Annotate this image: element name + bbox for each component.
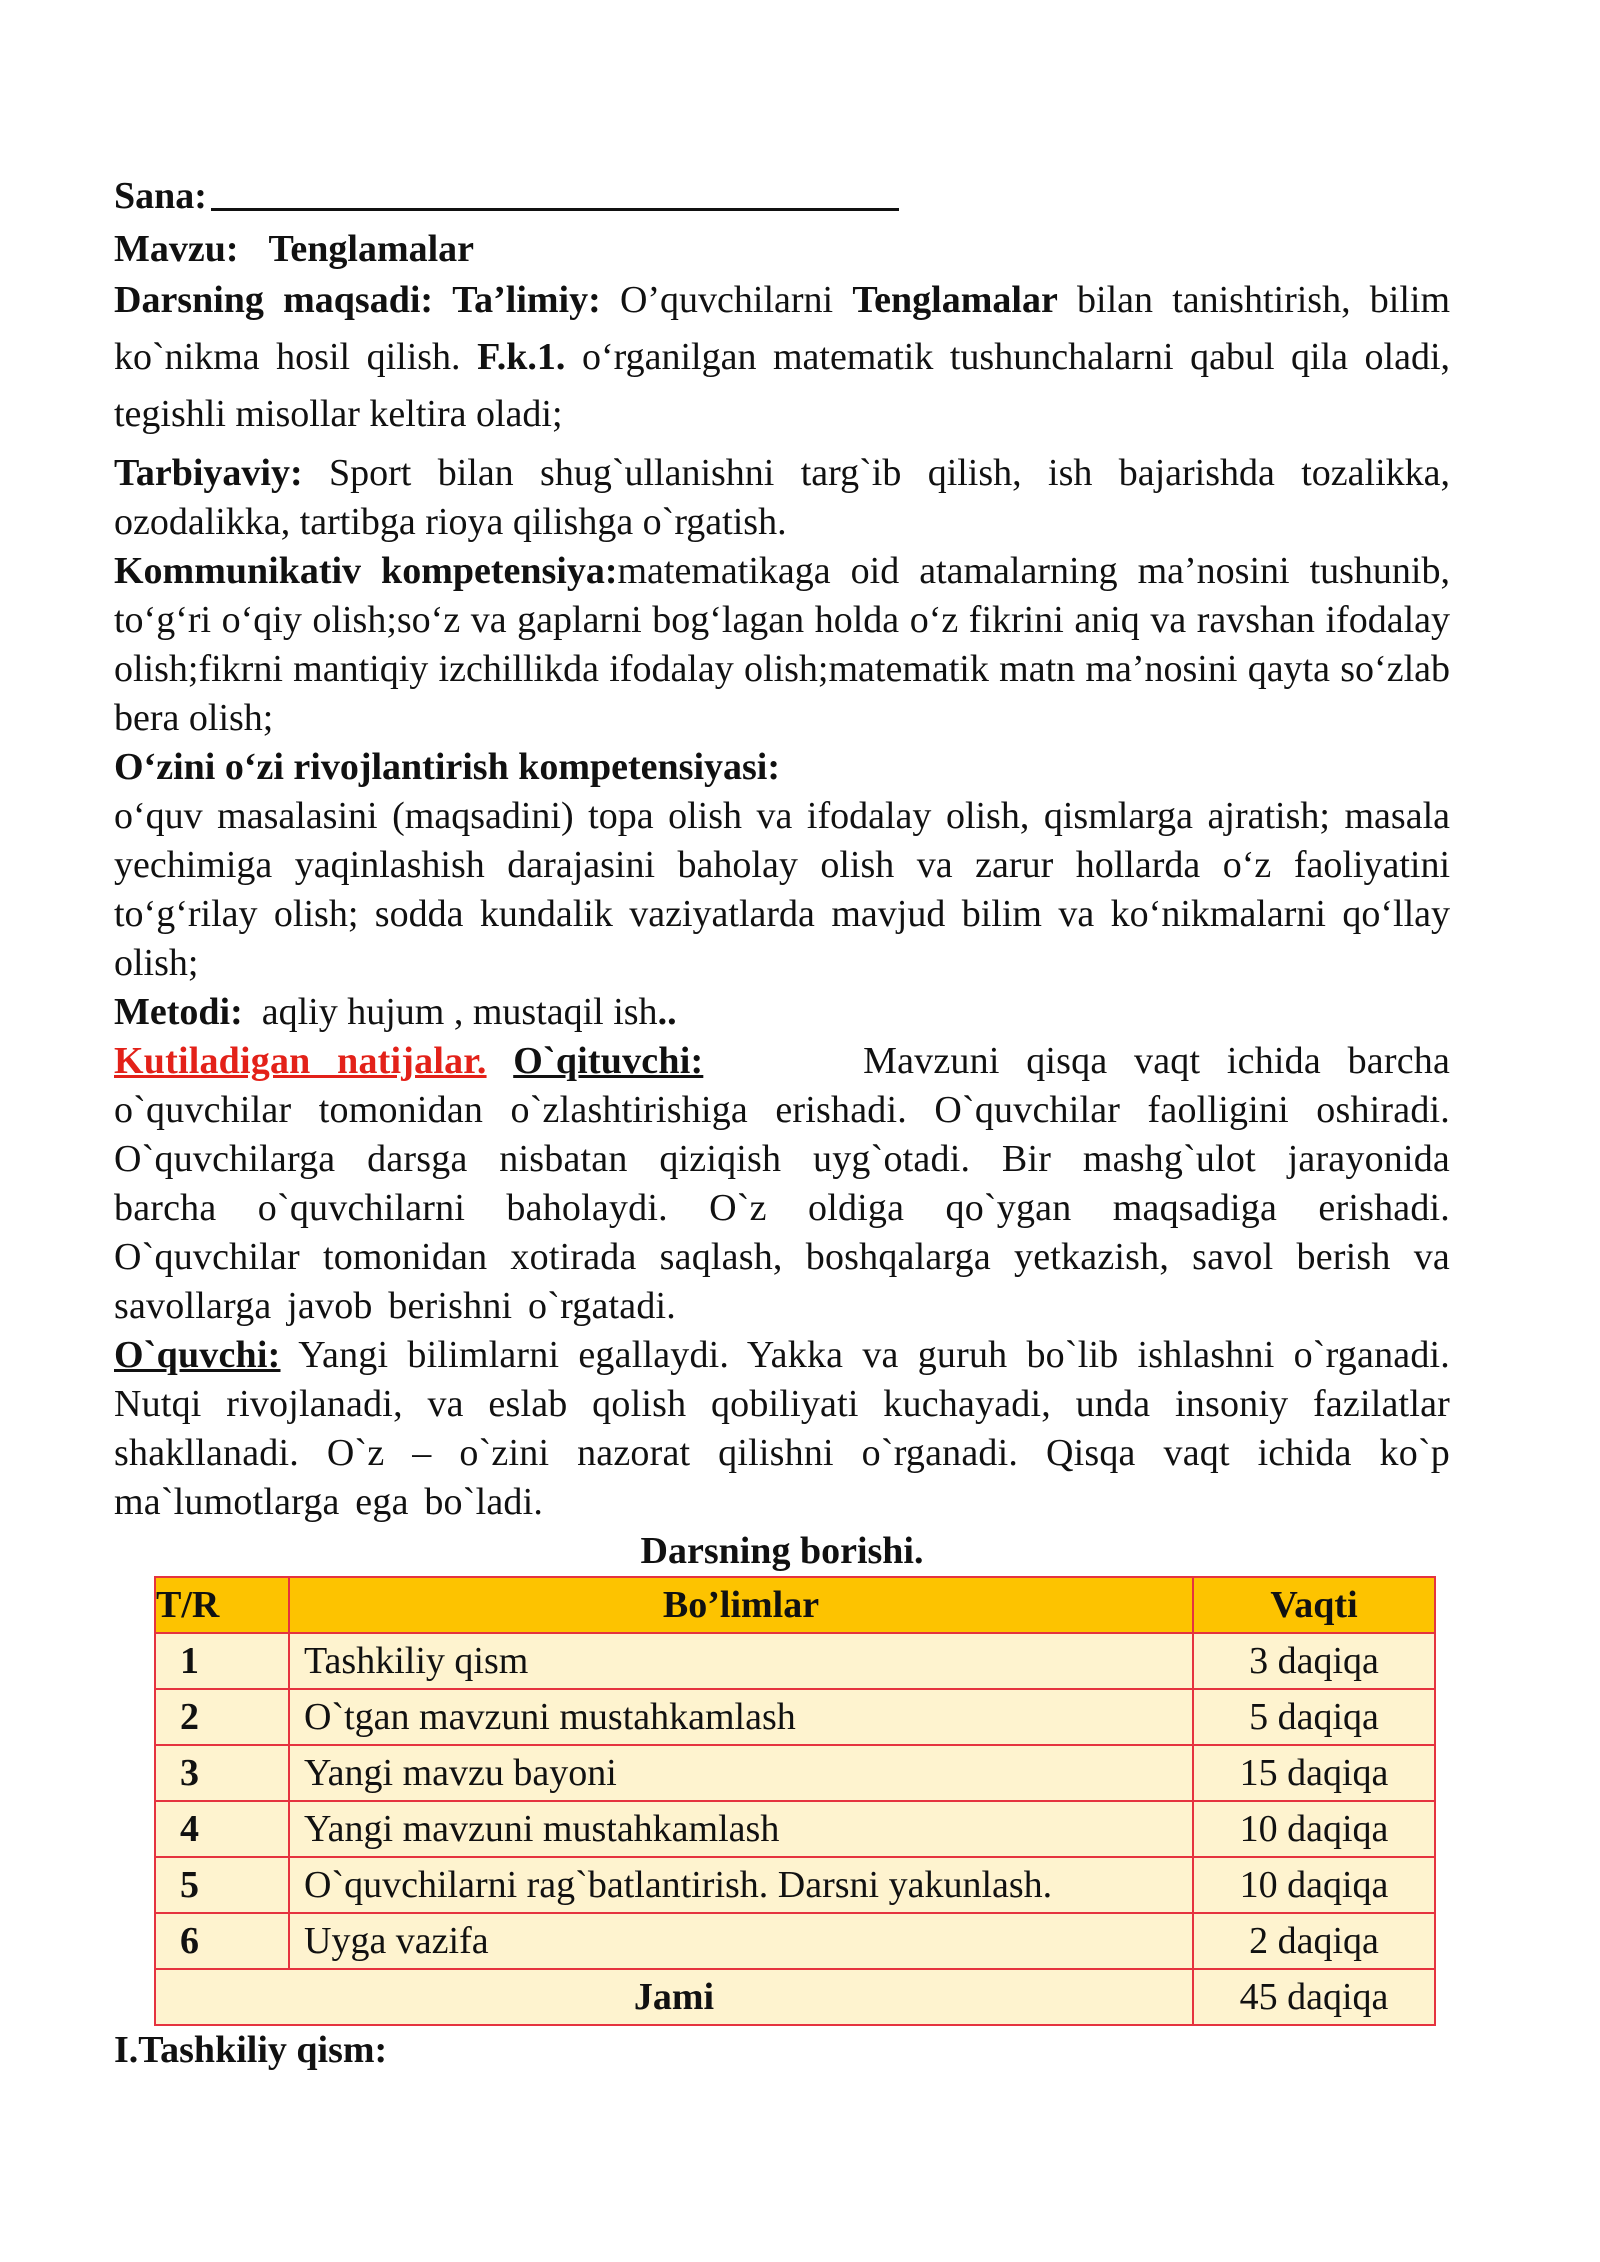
table-row xyxy=(155,1633,1435,1689)
rivojlantirish-text: o‘quv masalasini (maqsadini) topa olish va ifodalay olish, qismlarga ajratish; masala yechimiga yaqinlashish darajasini baholay olish va zarur hollarda o‘z faoliyatini to‘g‘rilay olish; sodda kundalik vaziyatlarda mavjud bilim va ko‘nikmalarni qo‘llay olish; xyxy=(114,795,1450,984)
section-heading: I.Tashkiliy qism: xyxy=(114,2029,388,2071)
table-row xyxy=(155,1689,1435,1745)
row-label: Tashkiliy qism xyxy=(289,1633,1193,1689)
row-number: 3 xyxy=(155,1745,289,1801)
row-time: 2 daqiqa xyxy=(1193,1913,1435,1969)
maqsad-label: Darsning maqsadi: xyxy=(114,279,434,321)
row-number: 2 xyxy=(155,1689,289,1745)
maqsad-bold-word: Tenglamalar xyxy=(852,279,1058,321)
header-tr: T/R xyxy=(155,1577,289,1633)
header-bolimlar: Bo’limlar xyxy=(289,1577,1193,1633)
row-time: 3 daqiqa xyxy=(1193,1633,1435,1689)
sana-line xyxy=(114,168,1450,221)
metodi-line xyxy=(114,988,1450,1037)
row-label: Yangi mavzuni mustahkamlash xyxy=(289,1801,1193,1857)
mavzu-value: Tenglamalar xyxy=(268,228,475,270)
table-row xyxy=(155,1913,1435,1969)
lesson-plan-page xyxy=(114,168,1450,2075)
table-row xyxy=(155,1801,1435,1857)
table-row xyxy=(155,1745,1435,1801)
row-time: 10 daqiqa xyxy=(1193,1857,1435,1913)
table-row xyxy=(155,1857,1435,1913)
oquvchi-paragraph xyxy=(114,1331,1450,1527)
total-label: Jami xyxy=(155,1969,1193,2025)
kommunikativ-label: Kommunikativ kompetensiya: xyxy=(114,550,618,592)
row-number: 1 xyxy=(155,1633,289,1689)
natijalar-label: Kutiladigan natijalar. xyxy=(114,1040,487,1082)
talimiy-label: Ta’limiy: xyxy=(452,279,601,321)
fk-label: F.k.1. xyxy=(477,336,566,378)
total-time: 45 daqiqa xyxy=(1193,1969,1435,2025)
row-time: 10 daqiqa xyxy=(1193,1801,1435,1857)
maqsad-text1: O’quvchilarni xyxy=(619,279,834,321)
row-label: Uyga vazifa xyxy=(289,1913,1193,1969)
tarbiyaviy-label: Tarbiyaviy: xyxy=(114,452,303,494)
row-time: 15 daqiqa xyxy=(1193,1745,1435,1801)
table-header-row xyxy=(155,1577,1435,1633)
metodi-tail: .. xyxy=(657,991,677,1033)
maqsad-text2: bilan tanishtirish, bilim ko`nikma hosil qilish. xyxy=(114,279,1451,378)
row-label: Yangi mavzu bayoni xyxy=(289,1745,1193,1801)
metodi-text: aqliy hujum , mustaqil ish xyxy=(261,991,658,1033)
rivojlantirish-heading xyxy=(114,743,1450,792)
kommunikativ-text: matematikaga oid atamalarning ma’nosini tushunib, to‘g‘ri o‘qiy olish;so‘z va gaplarni bog‘lagan holda o‘z fikrini aniq va ravshan ifodalay olish;fikrni mantiqiy izchillikda ifodalay olish;matematik matn ma’nosini qayta so‘zlab bera olish; xyxy=(114,550,1450,739)
oqituvchi-label: O`qituvchi: xyxy=(513,1040,704,1082)
header-vaqti: Vaqti xyxy=(1193,1577,1435,1633)
table-title: Darsning borishi. xyxy=(640,1530,924,1572)
row-label: O`quvchilarni rag`batlantirish. Darsni yakunlash. xyxy=(289,1857,1193,1913)
mavzu-line xyxy=(114,225,1450,274)
oquvchi-text: Yangi bilimlarni egallaydi. Yakka va guruh bo`lib ishlashni o`rganadi. Nutqi rivojlanadi, va eslab qolish qobiliyati kuchayadi, unda insoniy fazilatlar shakllanadi. O`z – o`zini nazorat qilishni o`rganadi. Qisqa vaqt ichida ko`p ma`lumotlarga ega bo`ladi. xyxy=(114,1334,1450,1523)
rivojlantirish-label: O‘zini o‘zi rivojlantirish kompetensiyasi: xyxy=(114,746,781,788)
sana-blank xyxy=(211,168,899,211)
table-total-row xyxy=(155,1969,1435,2025)
tarbiyaviy-paragraph xyxy=(114,449,1450,547)
row-time: 5 daqiqa xyxy=(1193,1689,1435,1745)
kommunikativ-paragraph xyxy=(114,547,1450,743)
sana-label: Sana: xyxy=(114,175,207,217)
lesson-plan-table xyxy=(154,1576,1436,2026)
tarbiyaviy-text: Sport bilan shug`ullanishni targ`ib qilish, ish bajarishda tozalikka, ozodalikka, tartibga rioya qilishga o`rgatish. xyxy=(114,452,1450,543)
mavzu-label: Mavzu: xyxy=(114,228,239,270)
oqituvchi-text: Mavzuni qisqa vaqt ichida barcha o`quvchilar tomonidan o`zlashtirishiga erishadi. O`quvchilar faolligini oshiradi. O`quvchilarga darsga nisbatan qiziqish uyg`otadi. Bir mashg`ulot jarayonida barcha o`quvchilarni baholaydi. O`z oldiga qo`ygan maqsadiga erishadi. O`quvchilar tomonidan xotirada saqlash, boshqalarga yetkazish, savol berish va savollarga javob berishni o`rgatadi. xyxy=(114,1040,1451,1327)
row-number: 6 xyxy=(155,1913,289,1969)
maqsad-text3: o‘rganilgan matematik tushunchalarni qabul qila oladi, tegishli misollar keltira oladi; xyxy=(114,336,1451,435)
metodi-label: Metodi: xyxy=(114,991,243,1033)
row-number: 5 xyxy=(155,1857,289,1913)
row-number: 4 xyxy=(155,1801,289,1857)
oqituvchi-paragraph xyxy=(114,1037,1450,1331)
row-label: O`tgan mavzuni mustahkamlash xyxy=(289,1689,1193,1745)
maqsad-paragraph xyxy=(114,272,1450,443)
oquvchi-label: O`quvchi: xyxy=(114,1334,281,1376)
